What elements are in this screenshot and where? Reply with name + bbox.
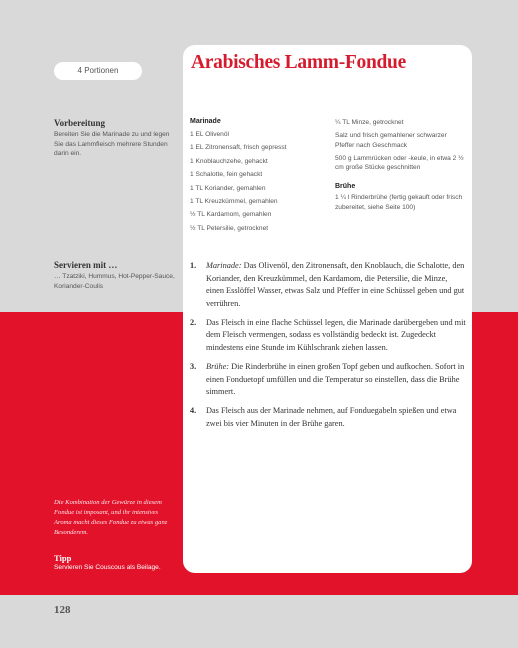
recipe-title: Arabisches Lamm-Fondue xyxy=(191,52,406,73)
instruction-steps xyxy=(190,260,466,437)
recipe-card xyxy=(183,45,472,573)
preparation-heading: Vorbereitung xyxy=(54,118,106,128)
tip-section xyxy=(54,553,172,571)
marinade-list xyxy=(190,128,330,235)
ingredient-item: ½ TL Petersilie, getrocknet xyxy=(190,224,269,232)
step-body: Das Fleisch in eine flache Schüssel legen, die Marinade darübergeben und mit dem Fleisch vermengen, sodass es vollständig bedeckt ist. Zugedeckt mindestens eine Stunde im Kühlschrank ziehen lassen. xyxy=(206,317,466,353)
step-number: 1. xyxy=(190,261,197,270)
step-text xyxy=(206,405,466,430)
ingredients-right-column xyxy=(335,118,467,216)
instruction-step xyxy=(190,317,466,355)
broth-heading: Brühe xyxy=(335,182,356,190)
ingredient-item: 1 Schalotte, fein gehackt xyxy=(190,171,263,179)
preparation-text: Bereiten Sie die Marinade zu und legen Sie das Lammfleisch mehrere Stunden darin ein. xyxy=(54,131,170,157)
page-number: 128 xyxy=(54,604,71,616)
step-text xyxy=(206,260,466,310)
intro-quote: Die Kombination der Gewürze in diesem Fondue ist imposant, und ihr intensives Aroma macht dieses Fondue zu etwas ganz Besonderem. xyxy=(54,499,168,536)
step-number: 3. xyxy=(190,362,197,372)
tip-heading: Tipp xyxy=(54,553,72,563)
portions-badge: 4 Portionen xyxy=(54,62,142,80)
step-body: Die Rinderbrühe in einen großen Topf geben und aufkochen. Sofort in einen Fonduetopf umfüllen und die Temperatur so einstellen, dass die Brühe simmert. xyxy=(206,362,465,397)
ingredient-item: 1 EL Olivenöl xyxy=(190,131,229,138)
step-number: 4. xyxy=(190,406,197,416)
bottom-gray-band xyxy=(0,595,518,648)
step-lead: Marinade: xyxy=(206,261,242,270)
instruction-step xyxy=(190,405,466,430)
ingredient-item: ½ TL Kardamom, gemahlen xyxy=(190,211,272,219)
step-text xyxy=(206,317,466,355)
serve-with-section xyxy=(54,260,176,291)
serve-with-heading: Servieren mit … xyxy=(54,260,118,270)
ingredient-item: 1 TL Koriander, gemahlen xyxy=(190,184,266,192)
serve-with-text: … Tzatziki, Hummus, Hot-Pepper-Sauce, Koriander-Coulis xyxy=(54,273,175,290)
broth-ingredient: 1 ¼ l Rinderbrühe (fertig gekauft oder frisch zubereitet, siehe Seite 100) xyxy=(335,193,463,211)
step-text xyxy=(206,361,466,399)
step-body: Das Olivenöl, den Zitronensaft, den Knoblauch, die Schalotte, den Koriander, den Kreuzkümmel, den Kardamom, die Petersilie, die Minze, einen Esslöffel Wasser, etwas Salz und Pfeffer in eine Schüssel geben und gut verrühren. xyxy=(206,261,465,308)
ingredients-left-column xyxy=(190,118,330,235)
step-body: Das Fleisch aus der Marinade nehmen, auf Fonduegabeln spießen und etwa zwei bis vier Minuten in der Brühe garen. xyxy=(206,406,457,429)
ingredient-item: 1 Knoblauchzehe, gehackt xyxy=(190,157,268,165)
preparation-section xyxy=(54,118,176,159)
instruction-step xyxy=(190,260,466,310)
ingredient-item: Salz und frisch gemahlener schwarzer Pfeffer nach Geschmack xyxy=(335,132,447,149)
tip-text: Servieren Sie Couscous als Beilage. xyxy=(54,564,161,571)
instruction-step xyxy=(190,361,466,399)
step-number: 2. xyxy=(190,317,197,327)
ingredient-item: 500 g Lammrücken oder -keule, in etwa 2 ½ cm große Stücke geschnitten xyxy=(335,154,464,172)
marinade-heading: Marinade xyxy=(190,118,221,125)
step-lead: Brühe: xyxy=(206,362,230,372)
ingredient-item: 1 TL Kreuzkümmel, gemahlen xyxy=(190,198,278,206)
ingredient-item: 1 EL Zitronensaft, frisch gepresst xyxy=(190,144,287,152)
ingredient-item: ¼ TL Minze, getrocknet xyxy=(335,119,404,126)
